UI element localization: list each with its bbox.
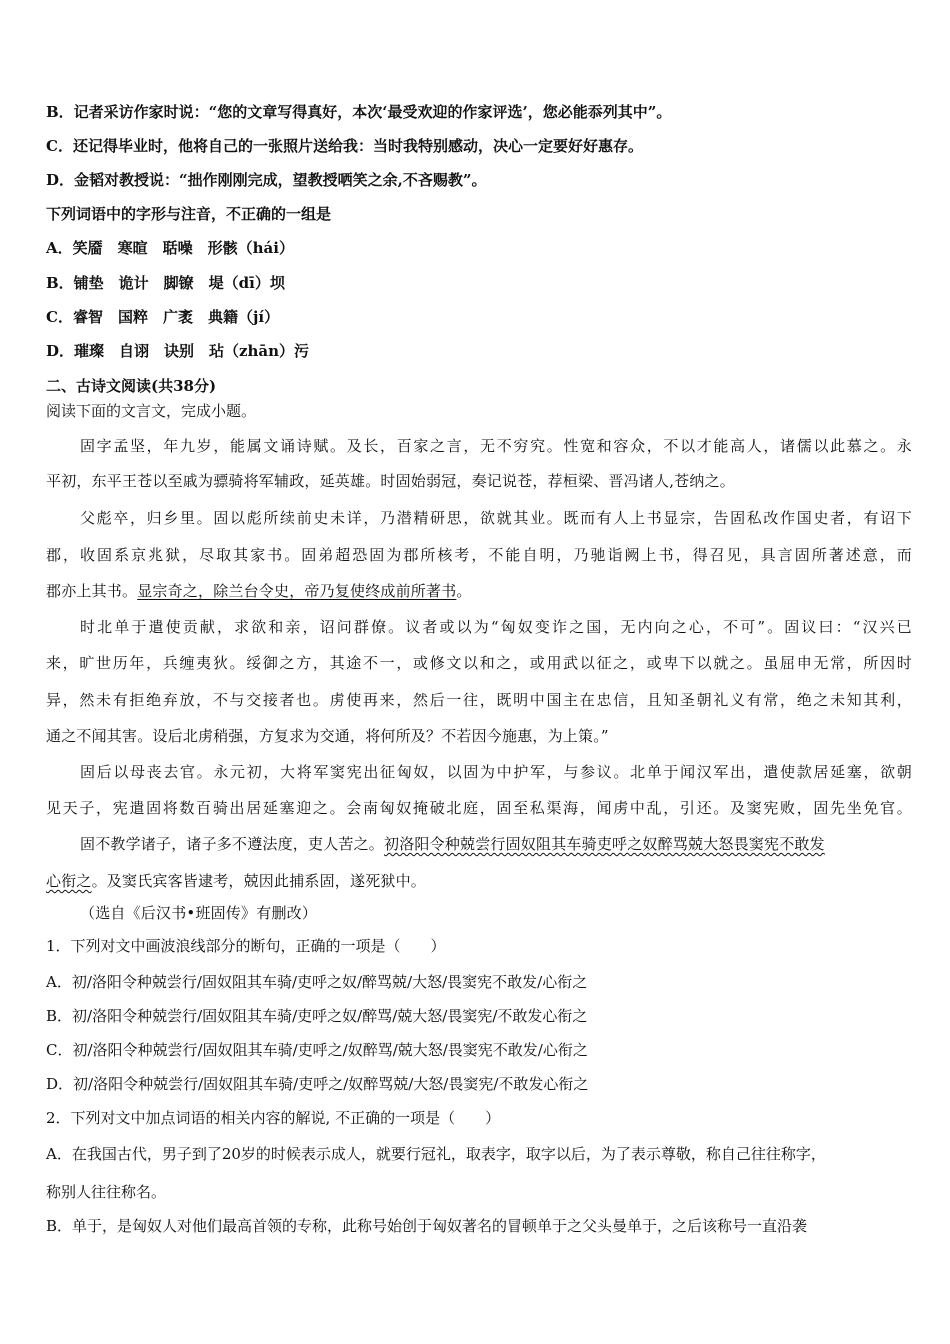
wavy-underlined-text: 初洛阳令种兢尝行固奴阻其车骑吏呼之奴醉骂兢大怒畏窦宪不敢发 bbox=[384, 835, 825, 853]
passage-line: 来，旷世历年，兵缠夷狄。绥御之方，其途不一，或修文以和之，或用武以征之，或卑下以就之。虽屈申无常，所因时 bbox=[46, 654, 912, 672]
prev-option-b: B．记者采访作家时说：“您的文章写得真好，本次‘最受欢迎的作家评选’，您必能忝列其中”。 bbox=[46, 103, 672, 121]
question-1-stem: 1．下列对文中画波浪线部分的断句，正确的一项是（ ） bbox=[46, 937, 446, 955]
passage-line: 父彪卒，归乡里。固以彪所续前史未详，乃潜精研思，欲就其业。既而有人上书显宗，告固私改作国史者，有诏下 bbox=[80, 509, 912, 527]
question-1-option-b: B．初/洛阳令种兢尝行/固奴阻其车骑/吏呼之奴/醉骂/兢大怒/畏窦宪/不敢发心衔之 bbox=[46, 1007, 588, 1025]
passage-line: 固后以母丧去官。永元初，大将军窦宪出征匈奴，以固为中护军，与参议。北单于闻汉军出，遣使款居延塞，欲朝 bbox=[80, 763, 912, 781]
prev-option-c: C．还记得毕业时，他将自己的一张照片送给我：当时我特别感动，决心一定要好好惠存。 bbox=[46, 137, 643, 155]
passage-line: 异，然未有拒绝弃放，不与交接者也。虏使再来，然后一往，既明中国主在忠信，且知圣朝礼义有常，绝之未知其利， bbox=[46, 691, 912, 709]
underlined-sentence: 显宗奇之，除兰台令史，帝乃复使终成前所著书 bbox=[137, 582, 457, 600]
wavy-underlined-text: 心衔之 bbox=[46, 872, 92, 890]
passage-text: 。 bbox=[456, 582, 472, 600]
passage-line: 固字孟坚，年九岁，能属文诵诗赋。及长，百家之言，无不穷究。性宽和容众，不以才能高人，诸儒以此慕之。永 bbox=[80, 437, 912, 455]
question-2-option-a-cont: 称别人往往称名。 bbox=[46, 1183, 167, 1201]
passage-line: 见天子，宪遣固将数百骑出居延塞迎之。会南匈奴掩破北庭，固至私渠海，闻虏中乱，引还。及窦宪败，固先坐免官。 bbox=[46, 799, 912, 817]
question-2-stem: 2．下列对文中加点词语的相关内容的解说, 不正确的一项是（ ） bbox=[46, 1109, 501, 1127]
question-1-option-d: D．初/洛阳令种兢尝行/固奴阻其车骑/吏呼之/奴醉骂兢/大怒/畏窦宪/不敢发心衔之 bbox=[46, 1075, 589, 1093]
passage-source: （选自《后汉书•班固传》有删改） bbox=[80, 904, 318, 922]
passage-line: 通之不闻其害。设后北虏稍强，方复求为交通，将何所及？不若因今施惠，为上策。” bbox=[46, 727, 609, 745]
passage-line bbox=[46, 871, 912, 891]
passage-line: 郡，收固系京兆狱，尽取其家书。固弟超恐固为郡所核考，不能自明，乃驰诣阙上书，得召见，具言固所著述意，而 bbox=[46, 546, 912, 564]
passage-text: 郡亦上其书。 bbox=[46, 582, 138, 600]
glyph-option-b: B．铺垫 诡计 脚镣 堤（dī）坝 bbox=[46, 274, 285, 292]
question-2-option-a: A．在我国古代，男子到了20岁的时候表示成人，就要行冠礼，取表字，取字以后，为了表示尊敬，称自己往往称字， bbox=[46, 1145, 826, 1163]
passage-text: 。及窦氏宾客皆逮考，兢因此捕系固，遂死狱中。 bbox=[91, 872, 427, 890]
passage-line: 平初，东平王苍以至戚为骠骑将军辅政，延英雄。时固始弱冠，奏记说苍，荐桓梁、晋冯诸人,苍纳之。 bbox=[46, 472, 735, 490]
prev-option-d: D．金韬对教授说：“拙作刚刚完成，望教授哂笑之余,不吝赐教”。 bbox=[46, 171, 487, 189]
passage-line bbox=[46, 581, 912, 601]
question-1-option-c: C．初/洛阳令种兢尝行/固奴阻其车骑/吏呼之/奴醉骂/兢大怒/畏窦宪不敢发/心衔之 bbox=[46, 1041, 588, 1059]
glyph-option-c: C．睿智 国粹 广袤 典籍（jí） bbox=[46, 308, 280, 326]
question-1-option-a: A．初/洛阳令种兢尝行/固奴阻其车骑/吏呼之奴/醉骂兢/大怒/畏窦宪不敢发/心衔之 bbox=[46, 973, 588, 991]
question-2-option-b: B．单于，是匈奴人对他们最高首领的专称，此称号始创于匈奴著名的冒顿单于之父头曼单于，之后该称号一直沿袭 bbox=[46, 1217, 808, 1235]
passage-text: 固不教学诸子，诸子多不遵法度，吏人苦之。 bbox=[80, 835, 385, 853]
glyph-question-stem: 下列词语中的字形与注音，不正确的一组是 bbox=[46, 205, 332, 223]
glyph-option-a: A．笑靥 寒暄 聒噪 形骸（hái） bbox=[46, 239, 294, 257]
section-heading: 二、古诗文阅读(共38分) bbox=[46, 377, 217, 395]
glyph-option-d: D．璀璨 自诩 诀别 玷（zhān）污 bbox=[46, 342, 310, 360]
passage-line: 时北单于遣使贡献，求欲和亲，诏问群僚。议者或以为“匈奴变诈之国，无内向之心，不可”。固议曰：“汉兴已 bbox=[80, 618, 912, 636]
passage-line bbox=[80, 834, 912, 854]
reading-instruction: 阅读下面的文言文，完成小题。 bbox=[46, 402, 257, 420]
